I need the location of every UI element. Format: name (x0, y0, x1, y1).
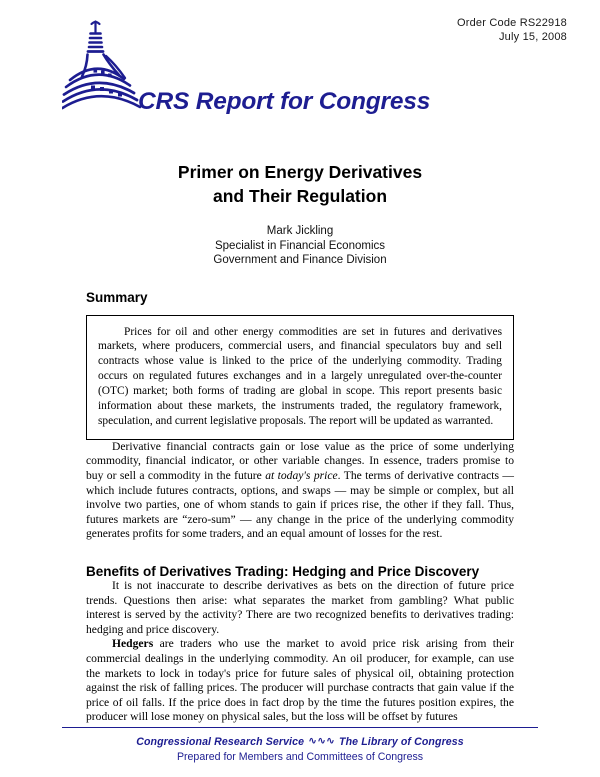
document-footer (62, 727, 538, 763)
summary-heading: Summary (86, 289, 148, 305)
body-paragraph-1-part1: Derivative financial contracts gain or lose value as the price of some underlying commodity, financial indicator, or other variable changes. In essence, traders promise to buy or sell a commodity in the future (86, 439, 514, 483)
footer-library-name: The Library of Congress (339, 736, 464, 748)
body-paragraph-3 (86, 637, 514, 725)
body-paragraph-1-emphasis: at today's price (265, 469, 338, 483)
body-paragraph-3-rest: are traders who use the market to avoid price risk arising from their commercial dealings in the underlying commodity. An oil producer, for example, can use the markets to lock in today's price for future sales of physical oil, obtaining protection against the risk of falling prices. The producer will purchase contracts that gain value if the price of oil falls. If the price does in fact drop by the time the futures position expires, the producer will lose money on physical sales, but the loss will be offset by futures (86, 637, 514, 724)
footer-subtitle: Prepared for Members and Committees of Congress (176, 751, 424, 763)
page-title-line1: Primer on Energy Derivatives (177, 162, 423, 182)
summary-paragraph: Prices for oil and other energy commodities are set in futures and derivatives markets, where producers, commercial users, and financial speculators buy and sell contracts whose value is linked to the price of the underlying commodity. Trading occurs on regulated futures exchanges and in a largely unregulated over-the-counter (OTC) market; both forms of trading are global in scope. This report presents basic information about these markets, the instruments traded, the regulatory framework, speculation, and current legislative proposals. The report will be updated as warranted. (98, 325, 502, 427)
body-paragraph-1-part2: . The terms of derivative contracts — which include futures contracts, options, and swaps — may be simple or complex, but all involve two parties, one of whom stands to gain if prices rise, the other if they fall. Thus, futures markets are “zero-sum” — any change in the price of the underlying commodity generates profits for some traders, and an equal amount of losses for the rest. (86, 469, 514, 541)
author-role: Specialist in Financial Economics (214, 239, 386, 252)
order-code: Order Code RS22918 (457, 17, 567, 29)
body-paragraph-2: It is not inaccurate to describe derivatives as bets on the direction of future price trends. Questions then arise: what separates the market from gambling? What public interest is served by the activity? There are two recognized benefits to derivatives trading: hedging and price discovery. (86, 579, 514, 636)
author-byline (0, 224, 600, 268)
document-body (86, 290, 514, 725)
document-header (0, 0, 600, 130)
section-heading-benefits: Benefits of Derivatives Trading: Hedging and Price Discovery (86, 564, 480, 579)
report-date: July 15, 2008 (498, 31, 567, 43)
summary-box (86, 315, 514, 440)
wave-ornament-icon: ∿∿∿ (308, 735, 336, 747)
body-paragraph-1 (86, 440, 514, 542)
author-division: Government and Finance Division (213, 254, 387, 266)
author-name: Mark Jickling (266, 225, 334, 237)
footer-agency-line (62, 735, 538, 748)
page-title (0, 160, 600, 208)
page-title-line2: and Their Regulation (212, 186, 388, 206)
body-paragraph-3-lead: Hedgers (112, 637, 154, 651)
order-code-block (457, 16, 567, 44)
footer-agency-name: Congressional Research Service (136, 736, 305, 748)
footer-divider (62, 727, 538, 728)
crs-masthead-title: CRS Report for Congress (138, 88, 431, 115)
